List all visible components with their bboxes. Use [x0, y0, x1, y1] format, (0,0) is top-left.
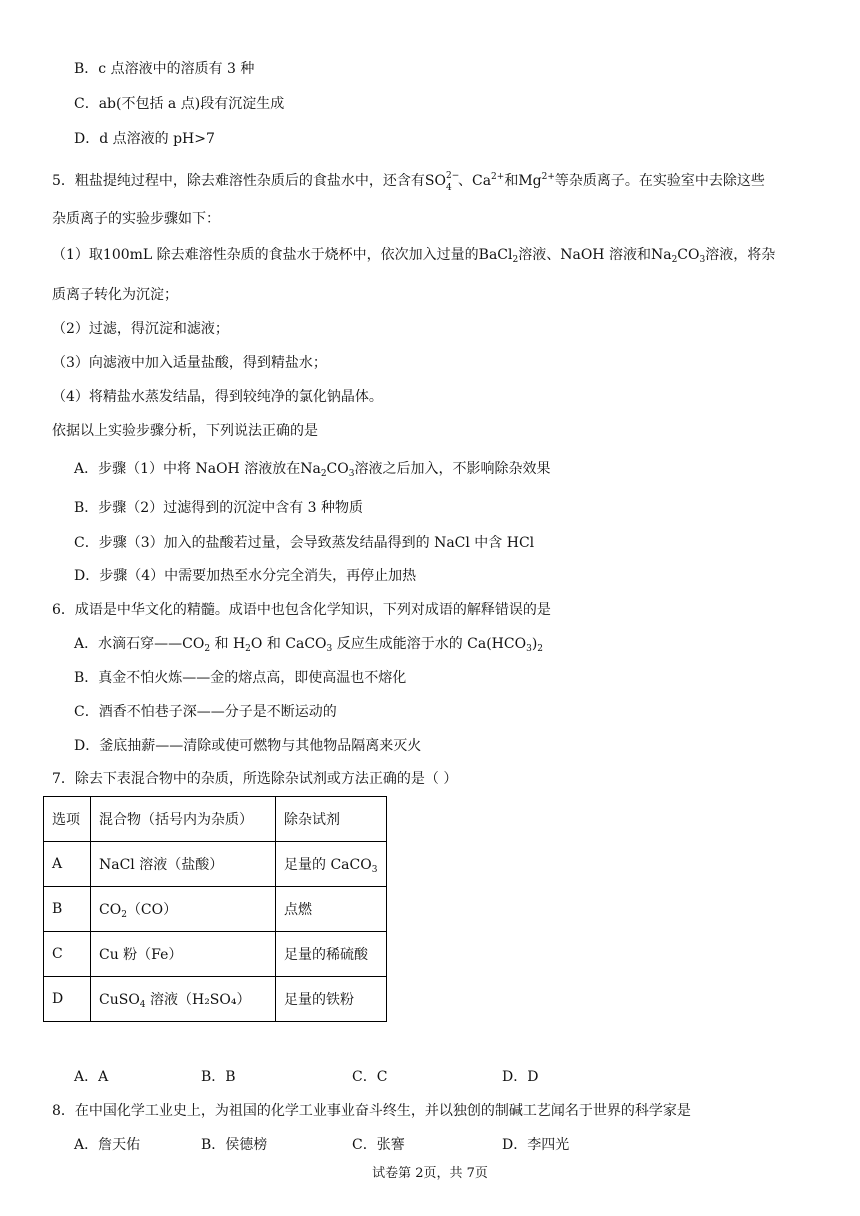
q5-step1-line1: （1）取100mL 除去难溶性杂质的食盐水于烧杯中，依次加入过量的BaCl$_2$溶液、NaOH 溶液和$Na_2CO_3$溶液，将杂	[52, 247, 776, 265]
q5-ask: 依据以上实验步骤分析，下列说法正确的是	[52, 423, 318, 439]
q7-choice-b: B．B	[201, 1069, 236, 1085]
mixture-cell: NaCl 溶液（盐酸）	[91, 842, 276, 887]
table-row	[44, 842, 387, 887]
reagent-cell: 足量的铁粉	[276, 977, 387, 1022]
option-cell: B	[44, 887, 91, 932]
q6-stem: 6．成语是中华文化的精髓。成语中也包含化学知识，下列对成语的解释错误的是	[52, 602, 551, 618]
q5-step1-line2: 质离子转化为沉淀；	[52, 287, 178, 303]
table-header-cell: 除杂试剂	[276, 797, 387, 842]
q6-option-d: D．釜底抽薪——清除或使可燃物与其他物品隔离来灭火	[74, 738, 422, 754]
q7-choice-d: D．D	[502, 1069, 539, 1085]
reagent-cell: 点燃	[276, 887, 387, 932]
q8-choice-c: C．张謇	[352, 1137, 405, 1153]
q5-option-b: B．步骤（2）过滤得到的沉淀中含有 3 种物质	[74, 500, 364, 516]
q4-option-c: C．ab(不包括 a 点)段有沉淀生成	[74, 96, 285, 112]
q7-table	[43, 796, 387, 1022]
mixture-cell: Cu 粉（Fe）	[91, 932, 276, 977]
q8-stem: 8．在中国化学工业史上，为祖国的化学工业事业奋斗终生，并以独创的制碱工艺闻名于世界的科学家是	[52, 1103, 691, 1119]
reagent-cell: 足量的 CaCO$_3$	[276, 842, 387, 887]
q8-choice-a: A．詹天佑	[74, 1137, 141, 1153]
table-row	[44, 887, 387, 932]
table-header-cell: 混合物（括号内为杂质）	[91, 797, 276, 842]
q5-option-d: D．步骤（4）中需要加热至水分完全消失，再停止加热	[74, 568, 417, 584]
table-header-row	[44, 797, 387, 842]
q5-option-a: A．步骤（1）中将 NaOH 溶液放在$Na_2CO_3$溶液之后加入，不影响除杂效果	[74, 461, 551, 479]
reagent-cell: 足量的稀硫酸	[276, 932, 387, 977]
mixture-cell: CuSO$_4$ 溶液（H₂SO₄）	[91, 977, 276, 1022]
q7-stem: 7．除去下表混合物中的杂质，所选除杂试剂或方法正确的是（ ）	[52, 771, 458, 787]
q4-option-d: D．d 点溶液的 pH>7	[74, 131, 215, 147]
q5-step3: （3）向滤液中加入适量盐酸，得到精盐水；	[52, 355, 327, 371]
q7-choice-c: C．C	[352, 1069, 388, 1085]
table-row	[44, 977, 387, 1022]
q4-option-b: B．c 点溶液中的溶质有 3 种	[74, 61, 255, 77]
q6-option-a: A．水滴石穿$——CO_2$ 和 $H_2O$ 和 CaCO$_3$ 反应生成能溶于水的 $Ca(HCO_3)_2$	[74, 636, 544, 654]
table-header-cell: 选项	[44, 797, 91, 842]
table-row	[44, 932, 387, 977]
q5-step2: （2）过滤，得沉淀和滤液；	[52, 321, 229, 337]
q5-option-c: C．步骤（3）加入的盐酸若过量，会导致蒸发结晶得到的 NaCl 中含 HCl	[74, 535, 535, 551]
q5-step4: （4）将精盐水蒸发结晶，得到较纯净的氯化钠晶体。	[52, 389, 383, 405]
q8-choice-b: B．侯德榜	[201, 1137, 268, 1153]
option-cell: D	[44, 977, 91, 1022]
option-cell: C	[44, 932, 91, 977]
page-footer: 试卷第 2页，共 7页	[372, 1166, 488, 1181]
q7-choice-a: A．A	[74, 1069, 109, 1085]
q8-choice-d: D．李四光	[502, 1137, 570, 1153]
mixture-cell: $CO_2(CO)$	[91, 887, 276, 932]
option-cell: A	[44, 842, 91, 887]
q5-stem-line2: 杂质离子的实验步骤如下：	[52, 211, 220, 227]
q6-option-c: C．酒香不怕巷子深——分子是不断运动的	[74, 704, 337, 720]
q6-option-b: B．真金不怕火炼——金的熔点高，即使高温也不熔化	[74, 670, 407, 686]
q5-stem-line1: 5．粗盐提纯过程中，除去难溶性杂质后的食盐水中，还含有SO 2− 4 、$Ca^{2+}$和$Mg^{2+}$等杂质离子。在实验室中去除这些	[52, 171, 765, 193]
